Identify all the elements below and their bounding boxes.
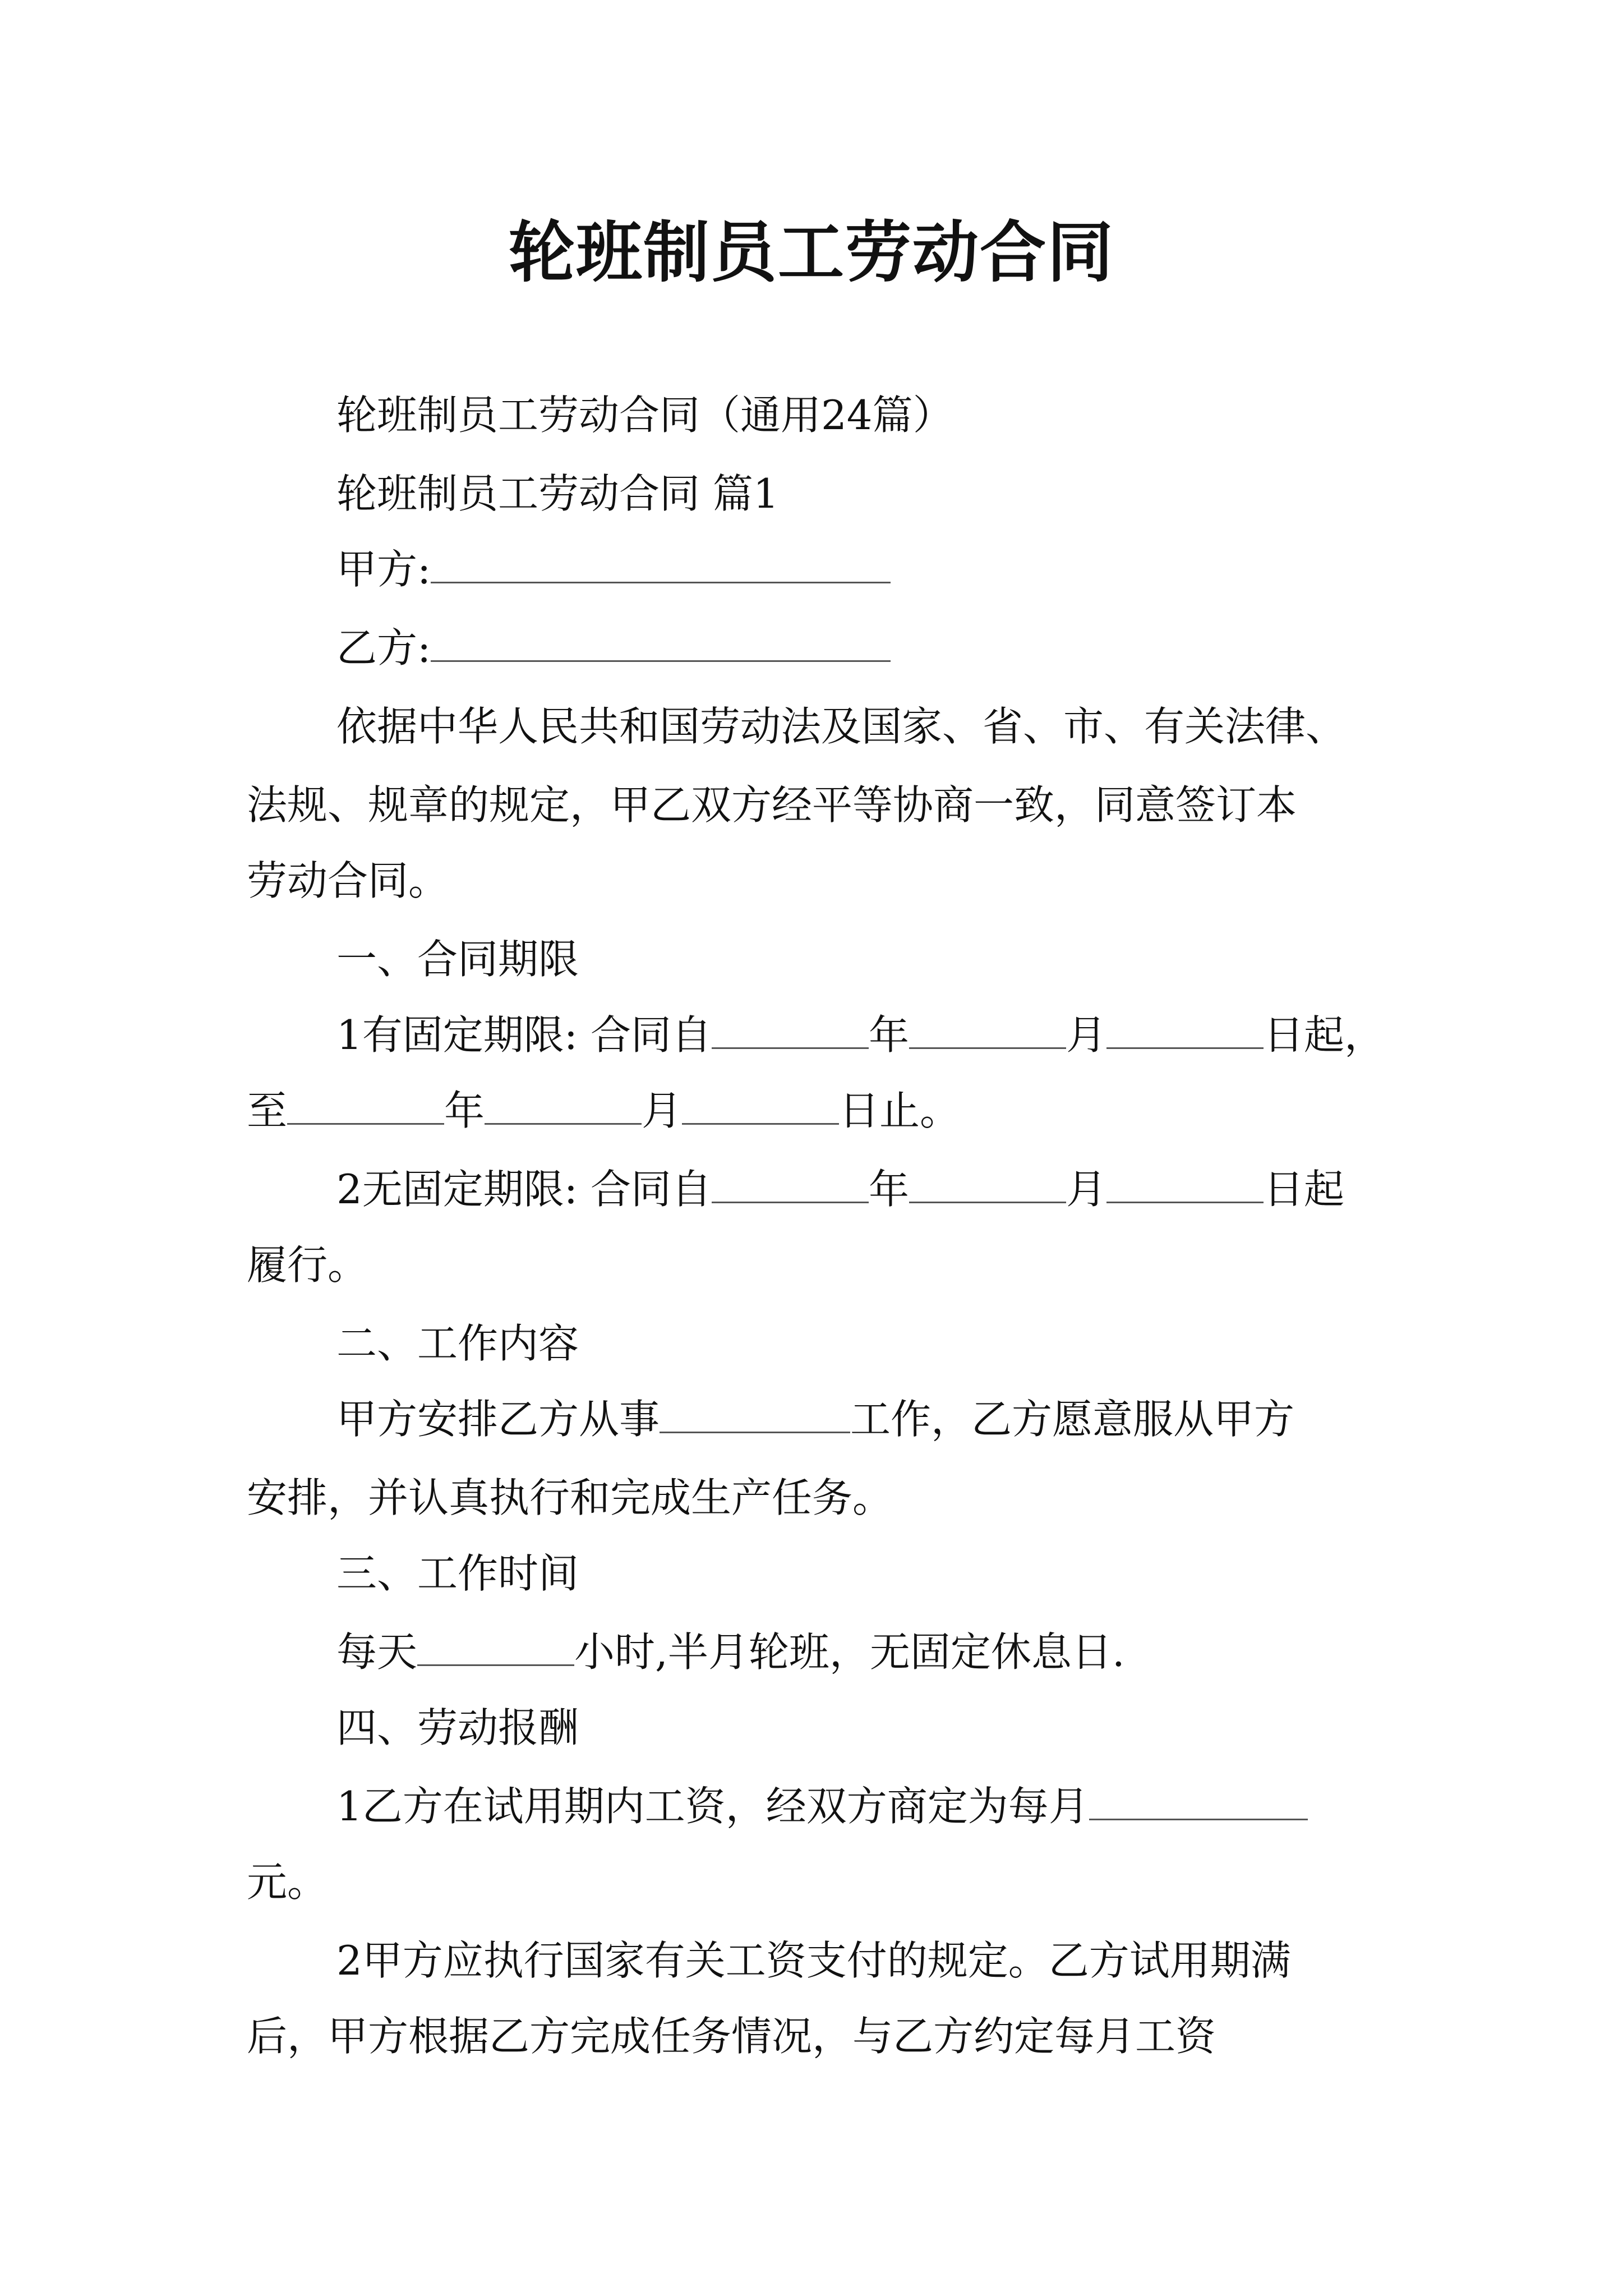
pay-regular-line-1: 2甲方应执行国家有关工资支付的规定。乙方试用期满 xyxy=(336,1937,1291,1984)
subtitle: 轮班制员工劳动合同（通用24篇） xyxy=(336,392,953,439)
fixed-day-until-label: 日止。 xyxy=(839,1087,961,1134)
fixed-start-month-blank xyxy=(909,1013,1066,1049)
work-time-tail: 小时,半月轮班，无固定休息日. xyxy=(574,1628,1125,1676)
open-start-year-blank xyxy=(712,1167,869,1203)
open-start-month-blank xyxy=(909,1167,1066,1203)
open-month-label: 月 xyxy=(1066,1166,1106,1213)
open-start-day-blank xyxy=(1106,1167,1264,1203)
pay-probation-lead: 1乙方在试用期内工资，经双方商定为每月 xyxy=(336,1783,1089,1830)
open-term-lead: 2无固定期限: 合同自 xyxy=(336,1166,712,1213)
fixed-end-month-label: 月 xyxy=(642,1087,683,1134)
intro-line-3: 劳动合同。 xyxy=(247,857,449,904)
fixed-end-year-label: 年 xyxy=(444,1087,485,1134)
job-title-blank xyxy=(660,1397,850,1433)
hours-blank xyxy=(417,1630,574,1666)
work-content-line-1 xyxy=(336,1391,1294,1447)
fixed-end-year-blank xyxy=(287,1088,444,1125)
open-term-line-2: 履行。 xyxy=(247,1241,368,1289)
intro-line-2: 法规、规章的规定，甲乙双方经平等协商一致，同意签订本 xyxy=(247,781,1297,829)
party-a-label: 甲方: xyxy=(336,546,431,593)
work-content-lead: 甲方安排乙方从事 xyxy=(336,1396,660,1443)
sec1-heading: 一、合同期限 xyxy=(336,936,579,983)
work-content-line-2: 安排，并认真执行和完成生产任务。 xyxy=(247,1474,893,1521)
fixed-term-line-1 xyxy=(336,1007,1385,1063)
pay-probation-line-1 xyxy=(336,1778,1308,1834)
party-a-line xyxy=(336,541,891,597)
fixed-start-year-blank xyxy=(712,1013,869,1049)
fixed-to-label: 至 xyxy=(247,1087,288,1134)
party-b-label: 乙方: xyxy=(336,624,431,671)
fixed-term-lead: 1有固定期限: 合同自 xyxy=(336,1011,712,1059)
open-year-label: 年 xyxy=(868,1166,909,1213)
work-content-tail: 工作，乙方愿意服从甲方 xyxy=(850,1396,1295,1443)
probation-salary-blank xyxy=(1089,1784,1308,1820)
fixed-month-label: 月 xyxy=(1066,1011,1106,1059)
sec2-heading: 二、工作内容 xyxy=(336,1320,579,1367)
party-b-blank xyxy=(431,625,891,662)
fixed-year-label: 年 xyxy=(868,1011,909,1059)
fixed-term-line-2 xyxy=(247,1083,960,1139)
sec4-heading: 四、劳动报酬 xyxy=(336,1704,579,1751)
document-title: 轮班制员工劳动合同 xyxy=(508,213,1114,291)
fixed-end-day-blank xyxy=(682,1088,839,1125)
sec3-heading: 三、工作时间 xyxy=(336,1550,579,1597)
party-b-line xyxy=(336,620,891,676)
open-day-from-label: 日起 xyxy=(1264,1166,1345,1213)
pay-regular-line-2: 后，甲方根据乙方完成任务情况，与乙方约定每月工资 xyxy=(247,2013,1216,2060)
fixed-end-month-blank xyxy=(485,1088,642,1125)
section-heading: 轮班制员工劳动合同 篇1 xyxy=(336,470,779,517)
open-term-line-1 xyxy=(336,1161,1344,1217)
fixed-start-day-blank xyxy=(1106,1013,1264,1049)
work-time-line xyxy=(336,1624,1125,1680)
fixed-day-from-label: 日起， xyxy=(1264,1011,1385,1059)
party-a-blank xyxy=(431,547,891,583)
pay-probation-line-2: 元。 xyxy=(247,1858,328,1906)
work-time-lead: 每天 xyxy=(336,1628,418,1676)
intro-line-1: 依据中华人民共和国劳动法及国家、省、市、有关法律、 xyxy=(336,703,1347,750)
